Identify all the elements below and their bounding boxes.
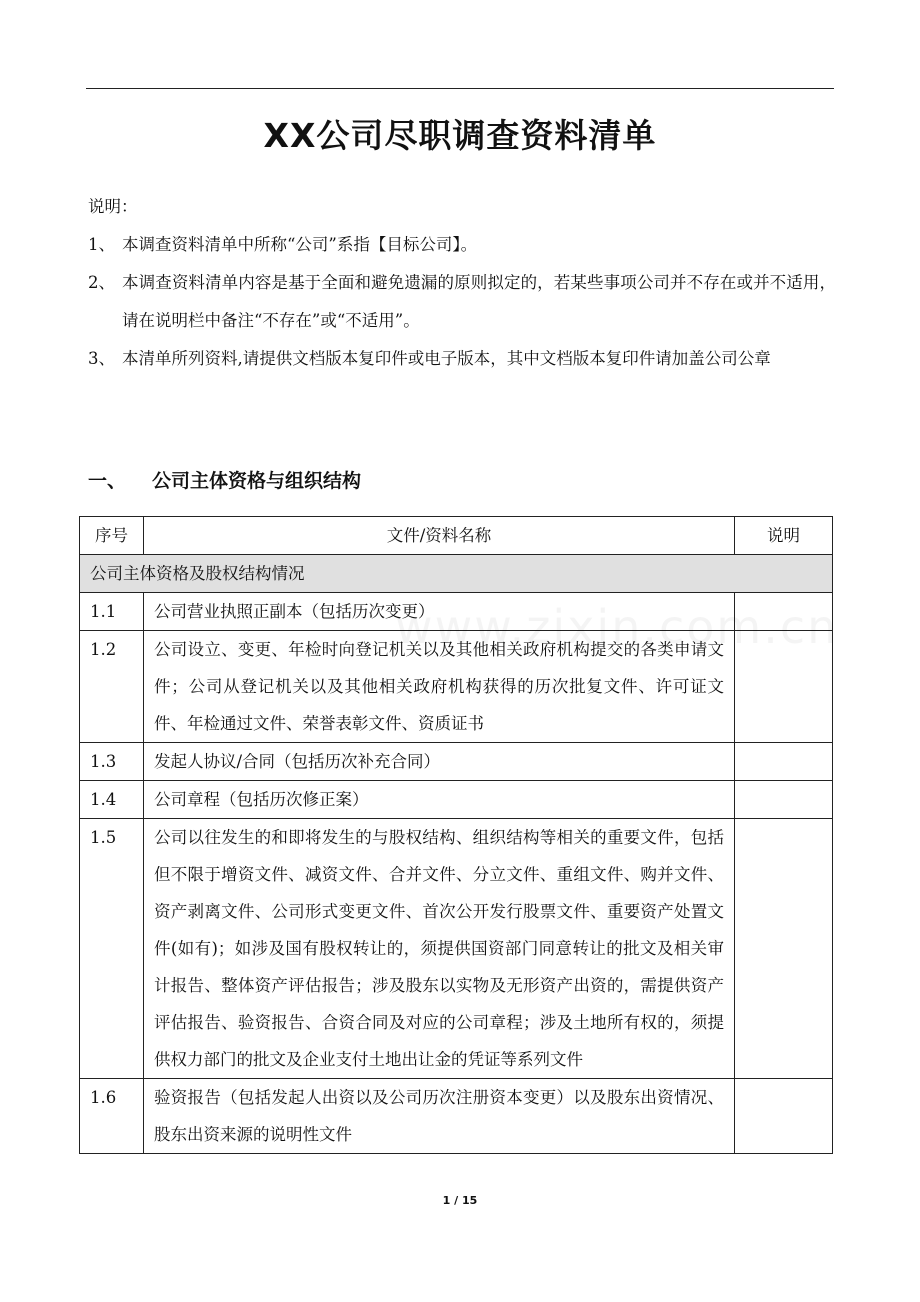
section-title: 公司主体资格与组织结构 [152, 470, 362, 492]
header-note: 说明 [735, 517, 833, 555]
note-number: 1、 [88, 235, 115, 254]
table-group-row [80, 555, 833, 593]
note-number: 2、 [88, 273, 115, 292]
row-note [735, 593, 833, 631]
header-name: 文件/资料名称 [144, 517, 735, 555]
row-note [735, 743, 833, 781]
row-no: 1.6 [80, 1079, 144, 1154]
note-number: 3、 [88, 349, 115, 368]
row-no: 1.5 [80, 819, 144, 1079]
row-note [735, 631, 833, 743]
page-number: 1 / 15 [442, 1194, 478, 1207]
row-name: 公司以往发生的和即将发生的与股权结构、组织结构等相关的重要文件，包括但不限于增资文件、减资文件、合并文件、分立文件、重组文件、购并文件、资产剥离文件、公司形式变更文件、首次公开发行股票文件、重要资产处置文件(如有)；如涉及国有股权转让的，须提供国资部门同意转让的批文及相关审计报告、整体资产评估报告；涉及股东以实物及无形资产出资的，需提供资产评估报告、验资报告、合资合同及对应的公司章程；涉及土地所有权的，须提供权力部门的批文及企业支付土地出让金的凭证等系列文件 [144, 819, 735, 1079]
row-note [735, 819, 833, 1079]
row-no: 1.3 [80, 743, 144, 781]
note-item [88, 264, 836, 340]
row-name: 验资报告（包括发起人出资以及公司历次注册资本变更）以及股东出资情况、股东出资来源的说明性文件 [144, 1079, 735, 1154]
note-item [88, 226, 836, 264]
row-note [735, 1079, 833, 1154]
row-no: 1.1 [80, 593, 144, 631]
table-header-row [80, 517, 833, 555]
row-name: 公司营业执照正副本（包括历次变更） [144, 593, 735, 631]
table-row [80, 593, 833, 631]
table-row [80, 743, 833, 781]
row-no: 1.4 [80, 781, 144, 819]
header-no: 序号 [80, 517, 144, 555]
row-no: 1.2 [80, 631, 144, 743]
top-rule [86, 88, 834, 89]
checklist-table [79, 516, 833, 1154]
notes-block [88, 188, 836, 378]
group-label: 公司主体资格及股权结构情况 [80, 555, 833, 593]
document-title: XX公司尽职调查资料清单 [263, 116, 657, 155]
note-text: 本调查资料清单中所称“公司”系指【目标公司】。 [122, 235, 478, 254]
note-text: 本清单所列资料,请提供文档版本复印件或电子版本，其中文档版本复印件请加盖公司公章 [122, 349, 771, 368]
notes-heading: 说明： [88, 197, 138, 216]
table-row [80, 819, 833, 1079]
note-item [88, 340, 836, 378]
row-name: 公司设立、变更、年检时向登记机关以及其他相关政府机构提交的各类申请文件；公司从登记机关以及其他相关政府机构获得的历次批复文件、许可证文件、年检通过文件、荣誉表彰文件、资质证书 [144, 631, 735, 743]
section-heading [88, 466, 361, 493]
row-note [735, 781, 833, 819]
row-name: 公司章程（包括历次修正案） [144, 781, 735, 819]
table-row [80, 1079, 833, 1154]
table-row [80, 631, 833, 743]
section-number: 一、 [88, 470, 127, 492]
row-name: 发起人协议/合同（包括历次补充合同） [144, 743, 735, 781]
table-row [80, 781, 833, 819]
note-text: 本调查资料清单内容是基于全面和避免遗漏的原则拟定的，若某些事项公司并不存在或并不适用，请在说明栏中备注“不存在”或“不适用”。 [122, 273, 836, 330]
